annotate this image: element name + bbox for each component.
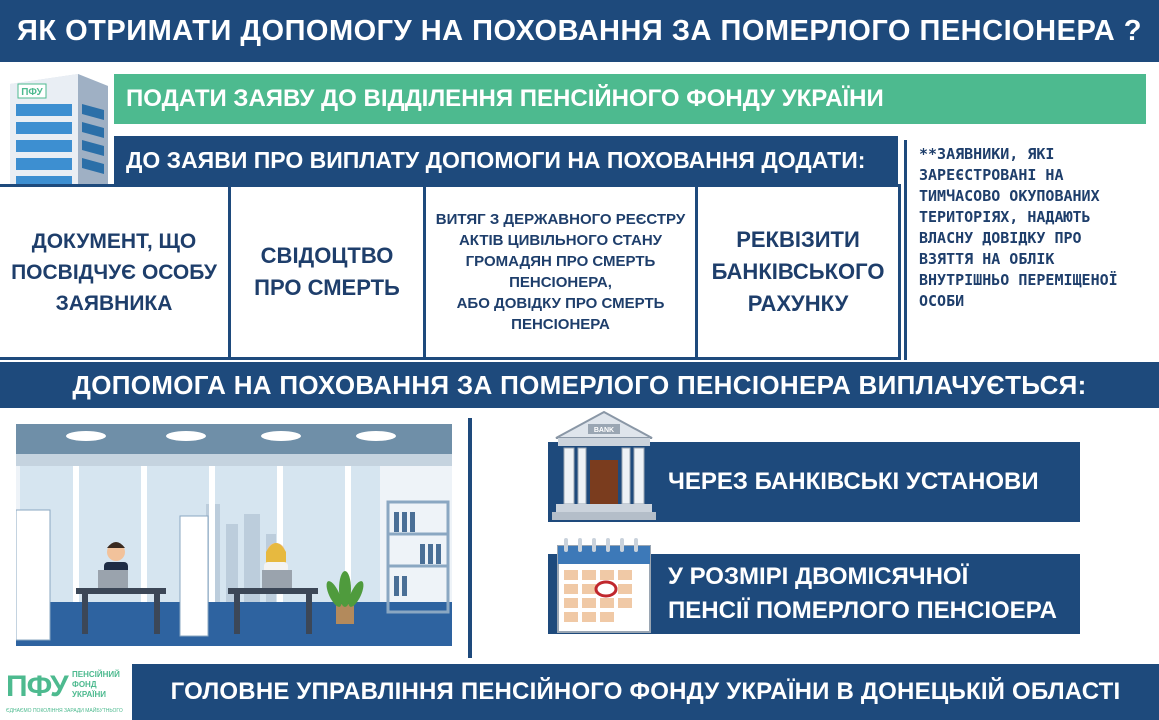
- calendar-icon: [554, 536, 654, 636]
- payment-option-bank-label: ЧЕРЕЗ БАНКІВСЬКІ УСТАНОВИ: [668, 468, 1039, 495]
- document-item-identity: [0, 184, 231, 360]
- footer-organization-name: ГОЛОВНЕ УПРАВЛІННЯ ПЕНСІЙНОГО ФОНДУ УКРАЇНИ В ДОНЕЦЬКІЙ ОБЛАСТІ: [132, 664, 1159, 720]
- document-line: ЗАЯВНИКА: [55, 291, 173, 315]
- note-line: ВЗЯТТЯ НА ОБЛІК: [919, 250, 1055, 268]
- documents-list: [0, 184, 900, 360]
- payment-option-bank: [548, 427, 1080, 522]
- bank-icon: [552, 408, 656, 522]
- logo-abbreviation: ПФУ: [6, 670, 68, 703]
- payment-option-amount-line1: У РОЗМІРІ ДВОМІСЯЧНОЇ: [668, 563, 969, 590]
- logo-name: [72, 670, 120, 700]
- logo-line: ПЕНСІЙНИЙ: [72, 670, 120, 679]
- document-line: ДОКУМЕНТ, ЩО: [31, 229, 197, 253]
- step-attach-documents: ДО ЗАЯВИ ПРО ВИПЛАТУ ДОПОМОГИ НА ПОХОВАННЯ ДОДАТИ:: [114, 136, 898, 184]
- pfu-logo: [6, 666, 132, 718]
- logo-line: УКРАЇНИ: [72, 690, 107, 699]
- document-line: ВИТЯГ З ДЕРЖАВНОГО РЕЄСТРУ: [435, 211, 686, 228]
- note-line: ТИМЧАСОВО ОКУПОВАНИХ: [919, 187, 1100, 205]
- document-line: РЕКВІЗИТИ: [736, 227, 860, 252]
- note-line: ЗАРЕЄСТРОВАНІ НА: [919, 166, 1064, 184]
- bank-sign: BANK: [593, 427, 615, 434]
- office-illustration: [16, 424, 452, 646]
- document-line: РАХУНКУ: [747, 291, 849, 316]
- note-line: ОСОБИ: [919, 292, 965, 310]
- document-line: ГРОМАДЯН ПРО СМЕРТЬ: [465, 253, 656, 270]
- document-line: СВІДОЦТВО: [260, 243, 394, 268]
- note-line: ВНУТРІШНЬО ПЕРЕМІЩЕНОЇ: [919, 271, 1118, 289]
- payment-option-amount: [548, 554, 1080, 634]
- payment-option-amount-line2: ПЕНСІЇ ПОМЕРЛОГО ПЕНСІОЕРА: [668, 597, 1057, 624]
- logo-line: ФОНД: [72, 680, 97, 689]
- document-line: АБО ДОВІДКУ ПРО СМЕРТЬ: [456, 295, 665, 312]
- occupied-territory-note: [904, 140, 1154, 360]
- section-divider: [468, 418, 472, 658]
- document-line: ПЕНСІОНЕРА,: [509, 274, 612, 291]
- note-line: ТЕРИТОРІЯХ, НАДАЮТЬ: [919, 208, 1091, 226]
- document-line: БАНКІВСЬКОГО: [711, 259, 885, 284]
- note-line: ВЛАСНУ ДОВІДКУ ПРО: [919, 229, 1082, 247]
- note-line: **ЗАЯВНИКИ, ЯКІ: [919, 145, 1055, 163]
- logo-tagline: ЄДНАЄМО ПОКОЛІННЯ ЗАРАДИ МАЙБУТНЬОГО: [6, 708, 123, 714]
- document-line: ПЕНСІОНЕРА: [511, 316, 610, 333]
- document-line: ПОСВІДЧУЄ ОСОБУ: [11, 260, 217, 284]
- step-submit-application: ПОДАТИ ЗАЯВУ ДО ВІДДІЛЕННЯ ПЕНСІЙНОГО ФОНДУ УКРАЇНИ: [114, 74, 1146, 124]
- document-item-registry-extract: [423, 184, 698, 360]
- document-line: АКТІВ ЦИВІЛЬНОГО СТАНУ: [458, 232, 663, 249]
- document-line: ПРО СМЕРТЬ: [254, 275, 400, 300]
- building-sign: ПФУ: [21, 87, 43, 98]
- payment-section-title: ДОПОМОГА НА ПОХОВАННЯ ЗА ПОМЕРЛОГО ПЕНСІОНЕРА ВИПЛАЧУЄТЬСЯ:: [0, 362, 1159, 408]
- page-title: ЯК ОТРИМАТИ ДОПОМОГУ НА ПОХОВАННЯ ЗА ПОМЕРЛОГО ПЕНСІОНЕРА ?: [0, 0, 1159, 62]
- document-item-death-certificate: [228, 184, 426, 360]
- document-item-bank-details: [695, 184, 901, 360]
